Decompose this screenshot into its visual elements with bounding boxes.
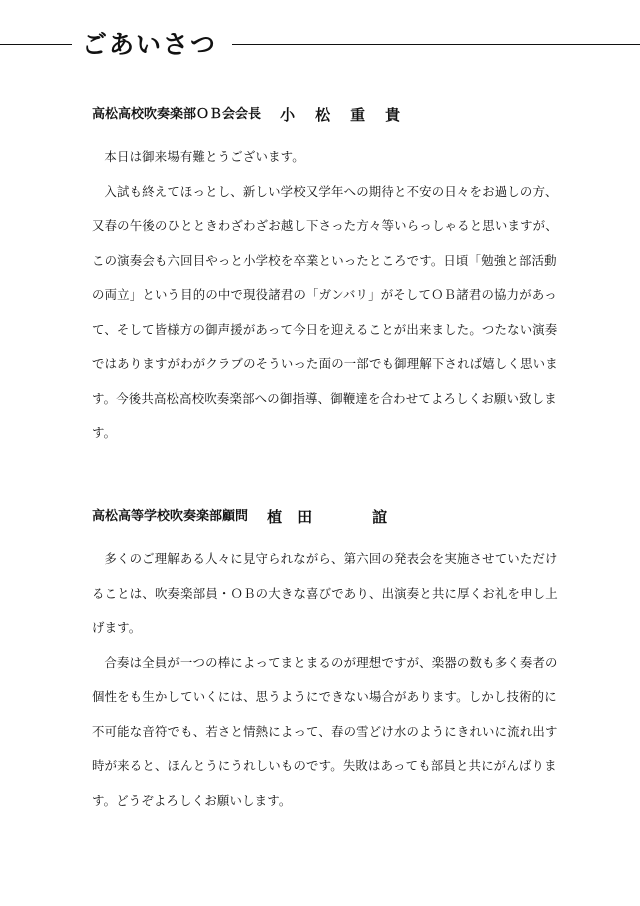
author-line: [92, 502, 562, 532]
author-role: 高松高等学校吹奏楽部顧問: [92, 509, 249, 524]
page-title: ごあいさつ: [82, 30, 218, 59]
title-rule-right: [232, 44, 640, 45]
author-name: 小松重貴: [280, 106, 421, 124]
paragraph: 本日は御来場有難とうございます。: [104, 149, 305, 164]
greeting-ob-president: [92, 100, 562, 451]
paragraph: 多くのご理解ある人々に見守られながら、第六回の発表会を実施させていただけることは、吹奏楽部員・ＯＢの大きな喜びであり、出演奏と共に厚くお礼を申し上げます。: [92, 551, 558, 635]
page-header: [0, 28, 640, 64]
author-name: 植 田 誼: [267, 508, 388, 526]
paragraph: 入試も終えてほっとし、新しい学校又学年への期待と不安の日々をお過しの方、又春の午後のひとときわざわざお越し下さった方々等いらっしゃると思いますが、この演奏会も六回目やっと小学校を卒業といったところです。日頃「勉強と部活動の両立」という目的の中で現役諸君の「ガンバリ」がそしてＯＢ諸君の協力があって、そして皆様方の御声援があって今日を迎えることが出来ました。つたない演奏ではありますがわがクラブのそういった面の一部でも御理解下されば嬉しく思います。今後共高松高校吹奏楽部への御指導、御鞭達を合わせてよろしくお願い致します。: [92, 183, 558, 440]
greeting-club-advisor: [92, 502, 562, 818]
greeting-body: [92, 140, 562, 451]
title-rule-left: [0, 44, 72, 45]
author-role: 高松高校吹奏楽部ＯＢ会会長: [92, 107, 262, 122]
paragraph: 合奏は全員が一つの棒によってまとまるのが理想ですが、楽器の数も多く奏者の個性をも生かしていくには、思うようにできない場合があります。しかし技術的に不可能な音符でも、若さと情熱によって、春の雪どけ水のようにきれいに流れ出す時が来ると、ほんとうにうれしいものです。失敗はあっても部員と共にがんばります。どうぞよろしくお願いします。: [92, 654, 558, 808]
author-line: [92, 100, 562, 130]
greeting-body: [92, 542, 562, 818]
